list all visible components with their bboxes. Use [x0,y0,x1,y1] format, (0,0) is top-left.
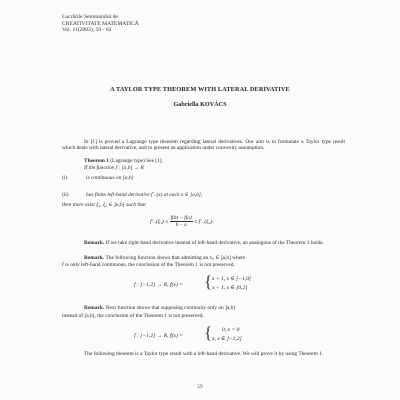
formula-left: f′₋(ξ₁) ≤ [150,218,169,225]
theorem1-then-line: then there exist ξ₁, ξ₂ ∈ ]a,b[ such that [62,202,146,208]
journal-volume: Vol. 11(2002), 59 - 62 [62,27,112,33]
remark3-line1 [84,305,235,311]
remark2-case2: x − 1, x ∈ [0,2] [212,285,248,291]
condition-i-number: (i) [62,175,68,181]
remark3-function: f : [−1,2] → R, f(x) = [134,333,183,339]
remark2-case1: x + 1, x ∈ [−1,0[ [212,276,252,282]
remark1-text: If we take right-hand derivative instead of left-hand derivative, an analogous of the Theorem 1 holds. [104,240,324,246]
lagrange-inequality [150,215,214,228]
formula-right: ≤ f′₋(ξ₂). [194,218,214,225]
condition-i-text: is continuous on [a,b] [86,175,134,181]
theorem1-heading [84,158,163,164]
theorem1-subtitle: (Lagrange type) See [1]. [108,158,163,164]
remark3-label: Remark. [84,305,105,311]
remark3-case1: 0, x = 0 [222,327,240,333]
remark3-left-brace: { [204,323,213,342]
formula-fraction [170,215,193,228]
closing-paragraph: The following theorem is a Taylor type result with a left-hand derivative. We will prove it by using Theorem 1. [84,351,324,357]
theorem1-label: Theorem 1 [84,158,109,164]
remark2-function: f : [−1,2] → R, f(x) = [134,282,183,288]
condition-ii-text: has finite left-hand derivative f′₋(x) at each x ∈ ]a,b], [86,192,203,198]
remark3-text1: Next function shows that supposing continuity only on ]a,b] [104,305,236,311]
remark2-line1 [84,255,245,261]
remark2-left-brace: { [204,272,213,291]
condition-ii-number: (ii) [62,192,69,198]
remark2-line2: f is only left-hand continuous, the conclusion of the Theorem 1 is not preserved. [62,262,235,268]
remark1-label: Remark. [84,240,105,246]
theorem1-if-line: If the function f : [a,b] → R [84,165,144,171]
journal-name-line2: CREATIVITATE MATEMATICĂ [62,20,139,27]
remark2-label: Remark. [84,255,105,261]
paper-author: Gabriella KOVÁCS [173,101,227,108]
remark1-paragraph [62,240,345,246]
remark3-case2: x, x ∈ ]−1,2] [212,336,242,342]
formula-denominator: b − a [175,222,187,228]
remark2-text1: The following function shows that admitting an x₀ ∈ ]a,b] where [104,255,246,261]
intro-paragraph: In [1] is proved a Lagrange type theorem regarding lateral derivatives. Our aim is to formulate a Taylor type result which deals with lateral derivative, and to present an application under convexity assumption. [62,139,345,152]
journal-name-line1: Lucrările Seminarului de [62,14,118,20]
page-number: 59 [197,384,203,390]
formula-numerator: f(b) − f(a) [170,215,192,221]
remark3-line2: instead of [a,b], the conclusion of the Theorem 1 is not preserved. [62,313,204,319]
paper-title: A TAYLOR TYPE THEOREM WITH LATERAL DERIVATIVE [110,86,290,93]
